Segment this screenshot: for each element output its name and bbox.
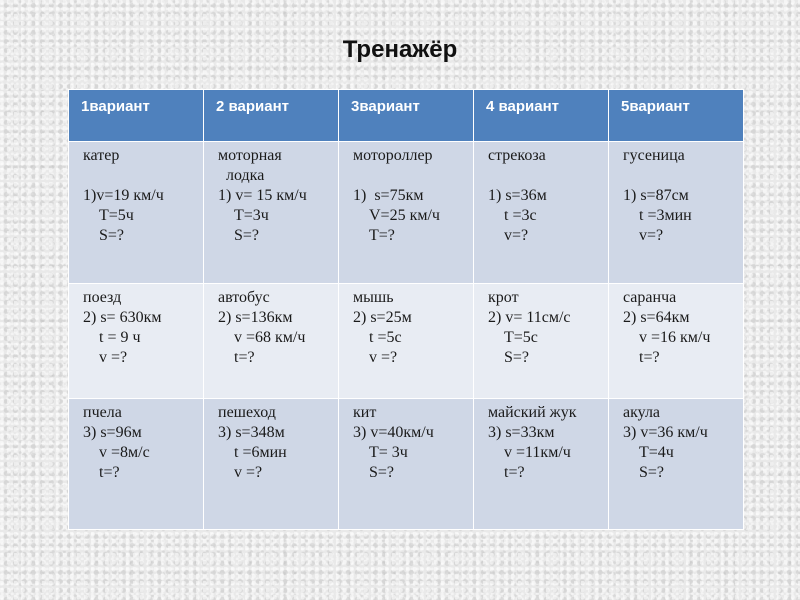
task-cell: катер 1)v=19 км/ч T=5ч S=? [69,142,204,284]
task-cell: мышь 2) s=25м t =5с v =? [339,284,474,399]
task-cell: пчела 3) s=96м v =8м/с t=? [69,399,204,530]
task-cell: кит 3) v=40км/ч T= 3ч S=? [339,399,474,530]
task-cell: поезд 2) s= 630км t = 9 ч v =? [69,284,204,399]
task-cell: акула 3) v=36 км/ч T=4ч S=? [609,399,744,530]
task-cell: пешеход 3) s=348м t =6мин v =? [204,399,339,530]
table-row [69,142,744,284]
header-variant-3: 3вариант [339,90,474,142]
table-row [69,284,744,399]
task-cell: мотороллер 1) s=75км V=25 км/ч T=? [339,142,474,284]
task-cell: крот 2) v= 11см/с T=5с S=? [474,284,609,399]
task-cell: автобус 2) s=136км v =68 км/ч t=? [204,284,339,399]
task-cell: моторная лодка 1) v= 15 км/ч T=3ч S=? [204,142,339,284]
task-cell: саранча 2) s=64км v =16 км/ч t=? [609,284,744,399]
page-title: Тренажёр [342,36,458,63]
header-row [69,90,744,142]
header-variant-1: 1вариант [69,90,204,142]
header-variant-2: 2 вариант [204,90,339,142]
task-cell: гусеница 1) s=87см t =3мин v=? [609,142,744,284]
task-cell: майский жук 3) s=33км v =11км/ч t=? [474,399,609,530]
task-cell: стрекоза 1) s=36м t =3с v=? [474,142,609,284]
header-variant-4: 4 вариант [474,90,609,142]
table-row [69,399,744,530]
tasks-table [68,89,744,530]
header-variant-5: 5вариант [609,90,744,142]
